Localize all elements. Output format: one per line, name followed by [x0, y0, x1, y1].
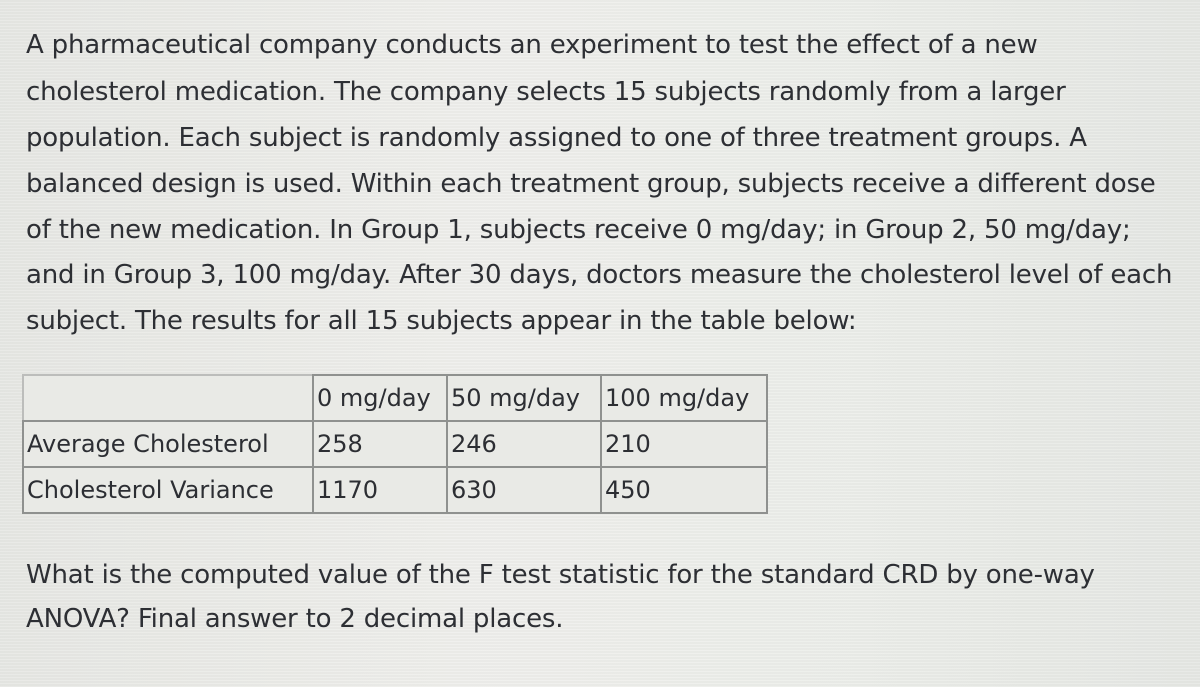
table-header-row	[23, 375, 767, 421]
table-row-label: Cholesterol Variance	[23, 467, 313, 513]
problem-text-line-3: population. Each subject is randomly assigned to one of three treatment groups. A	[26, 123, 1087, 153]
table-cell: 210	[601, 421, 767, 467]
question-text-line-1: What is the computed value of the F test statistic for the standard CRD by one-way	[26, 560, 1095, 590]
table-cell: 630	[447, 467, 601, 513]
table-cell: 258	[313, 421, 447, 467]
table-header-cell: 50 mg/day	[447, 375, 601, 421]
table-cell: 246	[447, 421, 601, 467]
table-header-cell: 100 mg/day	[601, 375, 767, 421]
table-header-cell: 0 mg/day	[313, 375, 447, 421]
question-text-line-2: ANOVA? Final answer to 2 decimal places.	[26, 604, 564, 634]
problem-text-line-4: balanced design is used. Within each treatment group, subjects receive a different dose	[26, 169, 1156, 199]
table-header-cell-empty	[23, 375, 313, 421]
table-cell: 450	[601, 467, 767, 513]
table-row	[23, 467, 767, 513]
problem-text-line-1: A pharmaceutical company conducts an experiment to test the effect of a new	[26, 30, 1038, 60]
table-row-label: Average Cholesterol	[23, 421, 313, 467]
table-row	[23, 421, 767, 467]
table-cell: 1170	[313, 467, 447, 513]
problem-text-line-6: and in Group 3, 100 mg/day. After 30 days, doctors measure the cholesterol level of each	[26, 260, 1173, 290]
data-table	[22, 374, 768, 514]
problem-text-line-5: of the new medication. In Group 1, subjects receive 0 mg/day; in Group 2, 50 mg/day;	[26, 215, 1131, 245]
problem-text-line-2: cholesterol medication. The company selects 15 subjects randomly from a larger	[26, 77, 1066, 107]
problem-text-line-7: subject. The results for all 15 subjects appear in the table below:	[26, 306, 857, 336]
